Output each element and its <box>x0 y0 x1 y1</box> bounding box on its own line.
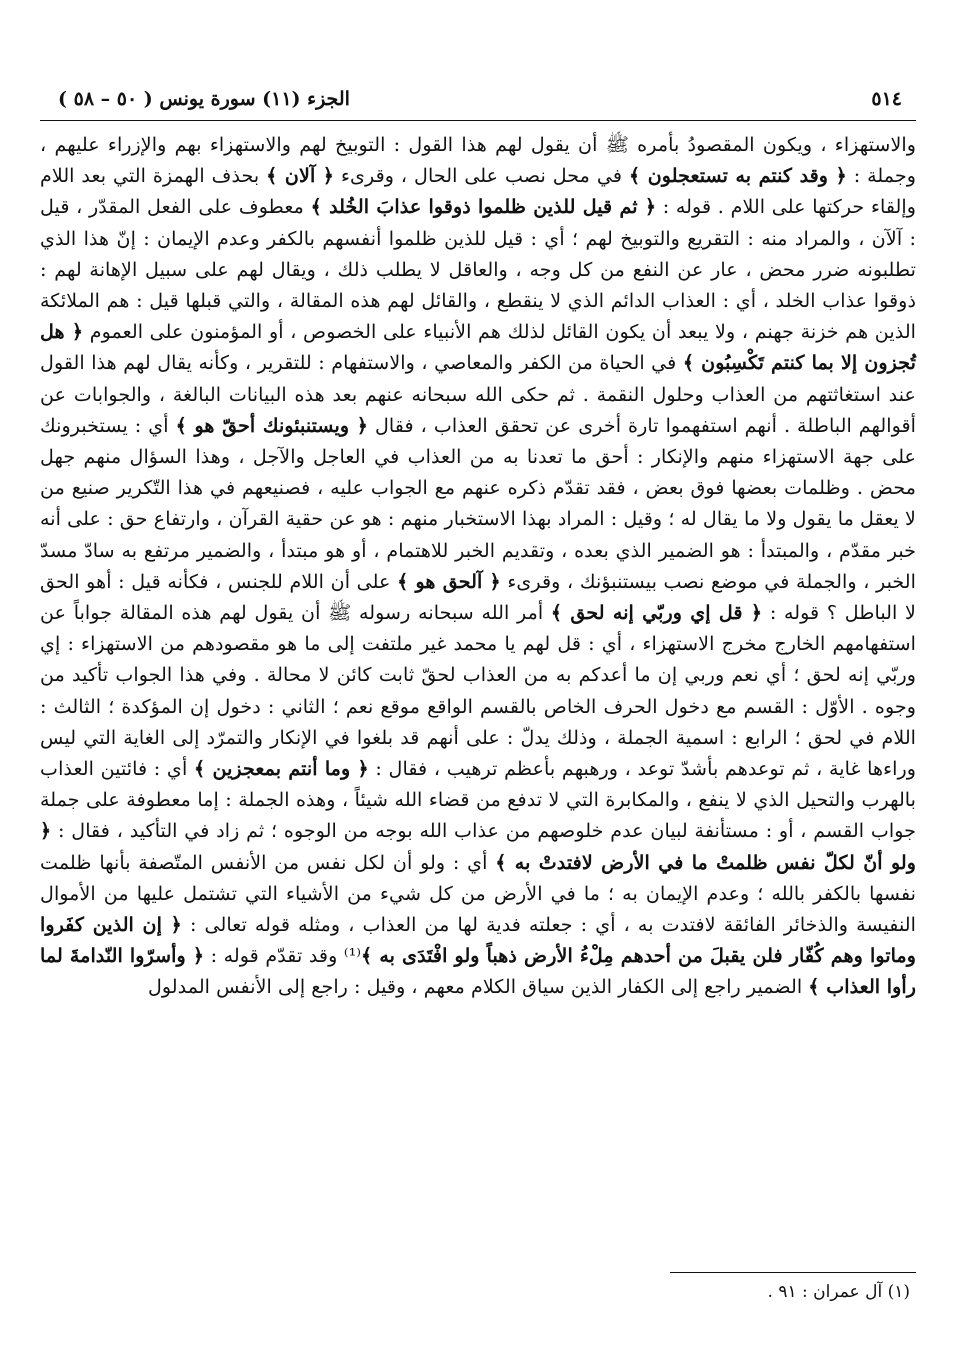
text-segment: الضمير راجع إلى الكفار الذين سياق الكلام معهم ، وقيل : راجع إلى الأنفس المدلول <box>147 975 809 999</box>
text-segment: أمر الله سبحانه رسوله ﷺ أن يقول لهم هذه المقالة جواباً عن استفهامهم الخارج مخرج الاستهزاء ، أي : قل لهم يا محمد غير ملتفت إلى ما هو مقصودهم من الاستهزاء : إي وربّي إنه لحق ؛ أي نعم وربي إن ما أعدكم به من العذاب لحقّ ثابت كائن لا محالة . وفي هذا الجواب تأكيد من وجوه . الأوّل : القسم مع دخول الحرف الخاص بالقسم الواقع موقع نعم ؛ الثاني : دخول إن المؤكدة ؛ الثالث : اللام في لحق ؛ الرابع : اسمية الجملة ، وذلك يدلّ : على أنهم قد بلغوا في الإنكار والتمرّد إلى الغاية التي ليس وراءها غاية ، ثم توعدهم بأشدّ توعد ، ورهبهم بأعظم ترهيب ، فقال : <box>40 601 917 781</box>
quran-quote: ﴿ ثم قيل للذين ظلموا ذوقوا عذابَ الخُلد ﴾ <box>310 195 657 219</box>
quran-quote: ﴿ وما أنتم بمعجزين ﴾ <box>193 757 369 781</box>
quran-quote: ﴿ إن الذين كفَروا وماتوا وهم كُفّار فلن يقبلَ من أحدهم مِلْءُ الأرض ذهباً ولو افْتَدَى به ﴾ <box>40 913 916 968</box>
text-segment: على أن اللام للجنس ، فكأنه قيل : أهو الحق لا الباطل ؟ قوله : <box>40 569 916 625</box>
text-segment: في الحياة من الكفر والمعاصي ، والاستفهام : للتقرير ، وكأنه يقال لهم هذا القول عند استغاثتهم من العذاب وحلول النقمة . ثم حكى الله سبحانه عنهم بعد هذه البيانات البالغة ، والجوابات عن أقوالهم الباطلة . أنهم استفهموا تارة أخرى عن تحقق العذاب ، فقال <box>40 351 916 437</box>
document-page <box>40 88 916 1358</box>
quran-quote: ﴿ قل إي وربّي إنه لحق ﴾ <box>550 601 763 625</box>
text-segment: والاستهزاء ، ويكون المقصودُ بأمره ﷺ أن يقول لهم هذا القول : التوبيخ لهم والاستهزاء بهم والإزراء عليهم ، وجملة : <box>40 133 916 188</box>
quran-quote: ﴿ ولو أنّ لكلّ نفس ظلمتْ ما في الأرض لافتدتْ به ﴾ <box>40 819 916 874</box>
quran-quote: ﴿ ويستنبئونك أحقّ هو ﴾ <box>175 413 368 437</box>
text-segment: معطوف على الفعل المقدّر ، قيل : آلآن ، والمراد منه : التقريع والتوبيخ لهم ؛ أي : قيل للذين ظلموا أنفسهم بالكفر وعدم الإيمان : إنّ هذا الذي تطلبونه ضرر محض ، عار عن النفع من كل وجه ، والعاقل لا يطلب ذلك ، ويقال لهم على سبيل الإهانة لهم : ذوقوا عذاب الخلد ، أي : العذاب الدائم الذي لا ينقطع ، والقائل لهم هذه المقالة ، والتي قبلها قيل : هم الملائكة الذين هم خزنة جهنم ، ولا يبعد أن يكون القائل لذلك هم الأنبياء على الخصوص ، أو المؤمنون على العموم <box>40 195 917 344</box>
quran-quote: ﴿ هل تُجزون إلا بما كنتم تَكْسِبُون ﴾ <box>40 320 916 375</box>
footnote-reference: ⁽¹⁾ وقد تقدّم قوله : <box>204 944 361 968</box>
page-header <box>40 88 916 120</box>
quran-quote: ﴿ وقد كنتم به تستعجلون ﴾ <box>628 164 847 188</box>
quran-quote: ﴿ آلان ﴾ <box>266 164 335 188</box>
text-segment: بحذف الهمزة التي بعد اللام وإلقاء حركتها على اللام . قوله : <box>40 164 916 219</box>
quran-quote: ﴿ وأسرّوا النّدامةَ لما رأوا العذاب ﴾ <box>40 944 916 999</box>
header-divider <box>40 120 916 121</box>
footnote-divider <box>670 1272 916 1273</box>
page-number: ٥١٤ <box>871 88 902 110</box>
text-segment: أي : ولو أن لكل نفس من الأنفس المتّصفة بأنها ظلمت نفسها بالكفر بالله ؛ وعدم الإيمان به ؛ ما في الأرض من كل شيء من الأشياء التي تشتمل عليها من الأموال النفيسة والذخائر الفائقة لافتدت به ، أي : جعلته فدية لها من العذاب ، ومثله قوله تعالى : <box>40 850 916 937</box>
main-paragraph <box>40 129 916 1003</box>
text-segment: أي : يستخبرونك على جهة الاستهزاء منهم والإنكار : أحق ما تعدنا به من العذاب في العاجل والآجل ، وهذا السؤال منهم جهل محض . وظلمات بعضها فوق بعض ، فقد تقدّم ذكره عنهم مع الجواب عليه ، فصنيعهم في هذا التّكرير صنيع من لا يعقل ما يقول ولا ما يقال له ؛ وقيل : المراد بهذا الاستخبار منهم : هو عن حقية القرآن ، وارتفاع حق : على أنه خبر مقدّم ، والمبتدأ : هو الضمير الذي بعده ، وتقديم الخبر للاهتمام ، أو هو مبتدأ ، والضمير مرتفع به سادّ مسدّ الخبر ، والجملة في موضع نصب بيستنبؤنك ، وقرىء <box>40 413 916 593</box>
quran-quote: ﴿ آلحق هو ﴾ <box>397 569 501 593</box>
running-title: الجزء (١١) سورة يونس ( ٥٠ – ٥٨ ) <box>58 88 350 110</box>
text-segment: في محل نصب على الحال ، وقرىء <box>334 164 629 188</box>
footnote: (١) آل عمران : ٩١ . <box>767 1282 910 1302</box>
text-segment: أي : فائتين العذاب بالهرب والتحيل الذي لا ينفع ، والمكابرة التي لا تدفع من قضاء الله شيئاً ، وهذه الجملة : إما معطوفة على جملة جواب القسم ، أو : مستأنفة لبيان عدم خلوصهم من عذاب الله بوجه من الوجوه ؛ ثم زاد في التأكيد ، فقال : <box>40 757 917 843</box>
